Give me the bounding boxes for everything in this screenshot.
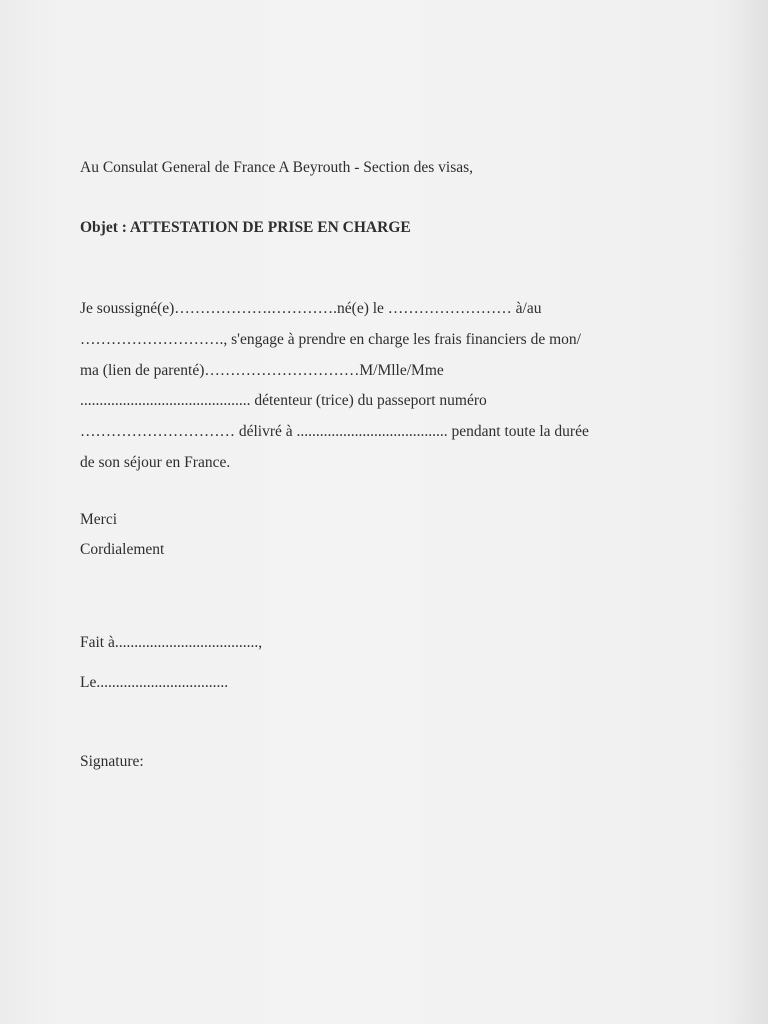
date-line: Le.................................. bbox=[80, 674, 229, 691]
subject-line: Objet : ATTESTATION DE PRISE EN CHARGE bbox=[80, 219, 411, 236]
body-line-2: ………………………., s'engage à prendre en charge les frais financiers de mon/ bbox=[80, 331, 581, 348]
scan-edge-shadow bbox=[728, 0, 768, 1024]
closing-cordialement: Cordialement bbox=[80, 541, 165, 558]
body-line-6: de son séjour en France. bbox=[80, 454, 231, 471]
signature-label: Signature: bbox=[80, 753, 144, 770]
closing-merci: Merci bbox=[80, 511, 118, 528]
body-line-4: ............................................ détenteur (trice) du passeport numéro bbox=[80, 392, 487, 409]
body-line-5: ………………………… délivré à ....................................... pendant toute la durée bbox=[80, 423, 589, 440]
place-line: Fait à....................................., bbox=[80, 634, 263, 651]
recipient-line: Au Consulat General de France A Beyrouth - Section des visas, bbox=[80, 159, 474, 176]
body-line-1: Je soussigné(e)……………….………….né(e) le …………………… à/au bbox=[80, 300, 542, 317]
body-line-3: ma (lien de parenté)…………………………M/Mlle/Mme bbox=[80, 362, 444, 379]
